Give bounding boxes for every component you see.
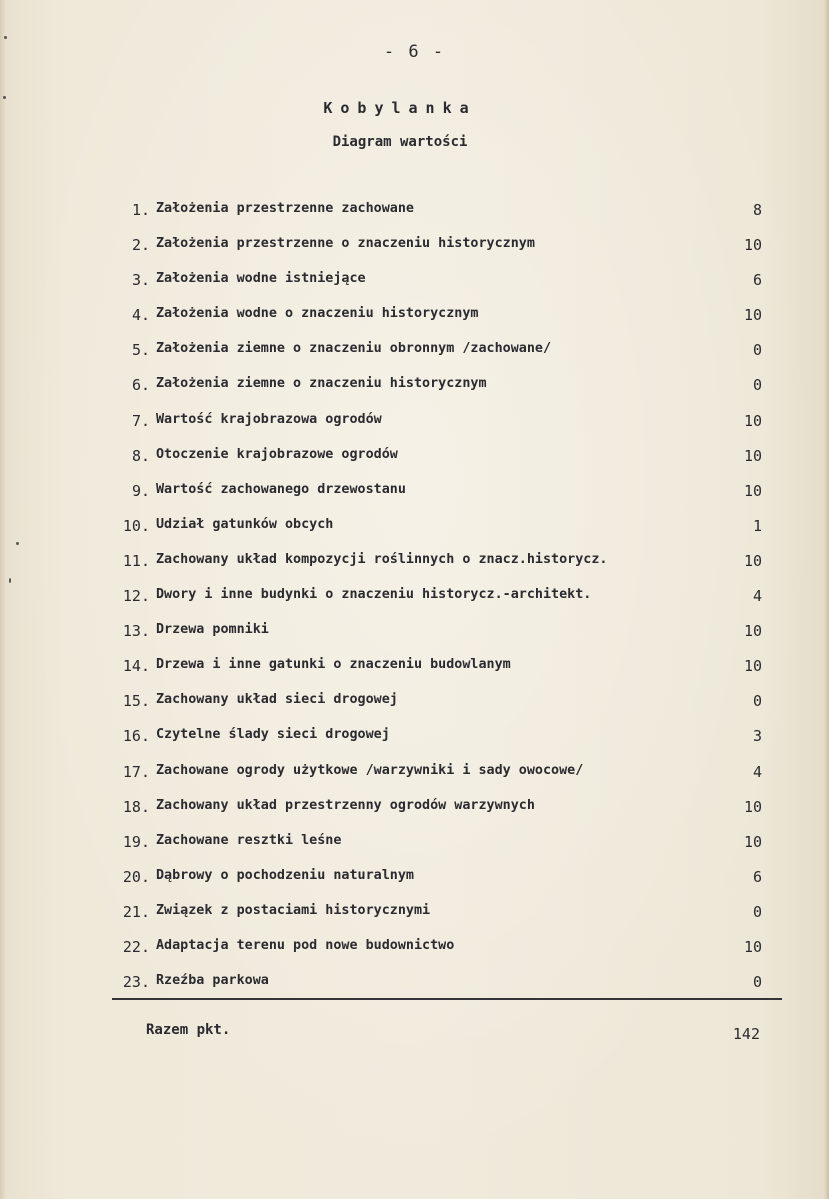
list-item [100,482,770,517]
list-item [100,517,770,552]
item-number: 7. [131,411,150,430]
item-label: Zachowany układ kompozycji roślinnych o znacz.historycz. [156,551,608,567]
list-item [100,552,770,587]
list-item [100,938,770,973]
item-number: 6. [131,376,150,395]
item-label: Dąbrowy o pochodzeniu naturalnym [156,867,414,883]
item-value: 0 [752,902,762,921]
item-value: 8 [752,201,762,219]
item-label: Założenia ziemne o znaczeniu obronnym /zachowane/ [156,341,552,357]
list-item [100,412,770,447]
paper-speck [9,578,11,583]
item-label: Drzewa pomniki [156,622,269,638]
item-value: 10 [743,411,762,430]
item-value: 10 [743,306,762,325]
item-label: Założenia wodne o znaczeniu historycznym [156,306,479,322]
item-number: 22. [122,937,150,956]
item-value: 0 [752,376,762,395]
item-label: Rzeźba parkowa [156,973,269,989]
item-number: 21. [122,902,150,921]
list-item [100,587,770,622]
page-number: - 6 - [383,42,446,62]
item-number: 8. [131,446,150,465]
list-item [100,763,770,798]
item-number: 15. [122,692,150,711]
document-subtitle: Diagram wartości [332,134,468,150]
list-item [100,973,770,1008]
item-label: Otoczenie krajobrazowe ogrodów [156,446,398,462]
item-label: Zachowane resztki leśne [156,832,342,848]
item-number: 9. [131,481,150,500]
item-number: 3. [131,271,150,290]
item-number: 16. [122,727,150,746]
paper-left-edge [0,0,6,1199]
item-number: 10. [122,516,150,535]
item-number: 18. [122,797,150,816]
list-item [100,236,770,271]
item-number: 11. [122,551,150,570]
list-item [100,657,770,692]
item-value: 10 [743,551,762,570]
item-number: 12. [122,587,150,606]
item-value: 3 [752,727,762,746]
item-value: 10 [743,657,762,676]
list-item [100,271,770,306]
item-value: 10 [743,937,762,956]
document-title: Kobylanka [323,99,477,117]
list-item [100,868,770,903]
item-number: 20. [122,867,150,886]
item-number: 23. [122,973,150,992]
paper-speck [16,542,19,545]
value-list [100,201,770,1008]
item-label: Zachowany układ sieci drogowej [156,692,398,708]
total-label: Razem pkt. [146,1022,231,1038]
item-value: 0 [752,973,762,992]
total-divider [112,998,782,1000]
paper-speck [4,36,7,39]
item-value: 10 [743,481,762,500]
item-label: Wartość krajobrazowa ogrodów [156,411,382,427]
item-number: 17. [122,762,150,781]
item-value: 1 [752,516,762,535]
item-number: 14. [122,657,150,676]
list-item [100,201,770,236]
item-label: Założenia wodne istniejące [156,271,366,287]
item-label: Udział gatunków obcych [156,516,334,532]
list-item [100,903,770,938]
item-number: 19. [122,832,150,851]
total-value: 142 [732,1025,760,1043]
item-value: 10 [743,797,762,816]
item-number: 2. [131,236,150,255]
item-value: 4 [752,587,762,606]
item-label: Założenia ziemne o znaczeniu historycznym [156,376,487,392]
item-number: 13. [122,622,150,641]
list-item [100,376,770,411]
item-label: Założenia przestrzenne o znaczeniu historycznym [156,236,535,252]
paper-right-edge [824,0,829,1199]
list-item [100,306,770,341]
item-label: Czytelne ślady sieci drogowej [156,727,390,743]
item-value: 10 [743,622,762,641]
item-label: Wartość zachowanego drzewostanu [156,481,406,497]
item-value: 10 [743,832,762,851]
list-item [100,833,770,868]
list-item [100,798,770,833]
item-value: 10 [743,236,762,255]
item-label: Dwory i inne budynki o znaczeniu historycz.-architekt. [156,587,592,603]
item-number: 1. [131,201,150,219]
item-value: 0 [752,341,762,360]
list-item [100,341,770,376]
list-item [100,447,770,482]
item-value: 4 [752,762,762,781]
item-value: 6 [752,271,762,290]
item-label: Związek z postaciami historycznymi [156,902,431,918]
item-label: Zachowane ogrody użytkowe /warzywniki i sady owocowe/ [156,762,584,778]
item-value: 0 [752,692,762,711]
item-number: 4. [131,306,150,325]
item-label: Adaptacja terenu pod nowe budownictwo [156,937,455,953]
item-value: 6 [752,867,762,886]
item-value: 10 [743,446,762,465]
list-item [100,727,770,762]
item-label: Zachowany układ przestrzenny ogrodów warzywnych [156,797,535,813]
list-item [100,622,770,657]
item-label: Założenia przestrzenne zachowane [156,201,414,216]
item-label: Drzewa i inne gatunki o znaczeniu budowlanym [156,657,511,673]
list-item [100,692,770,727]
item-number: 5. [131,341,150,360]
